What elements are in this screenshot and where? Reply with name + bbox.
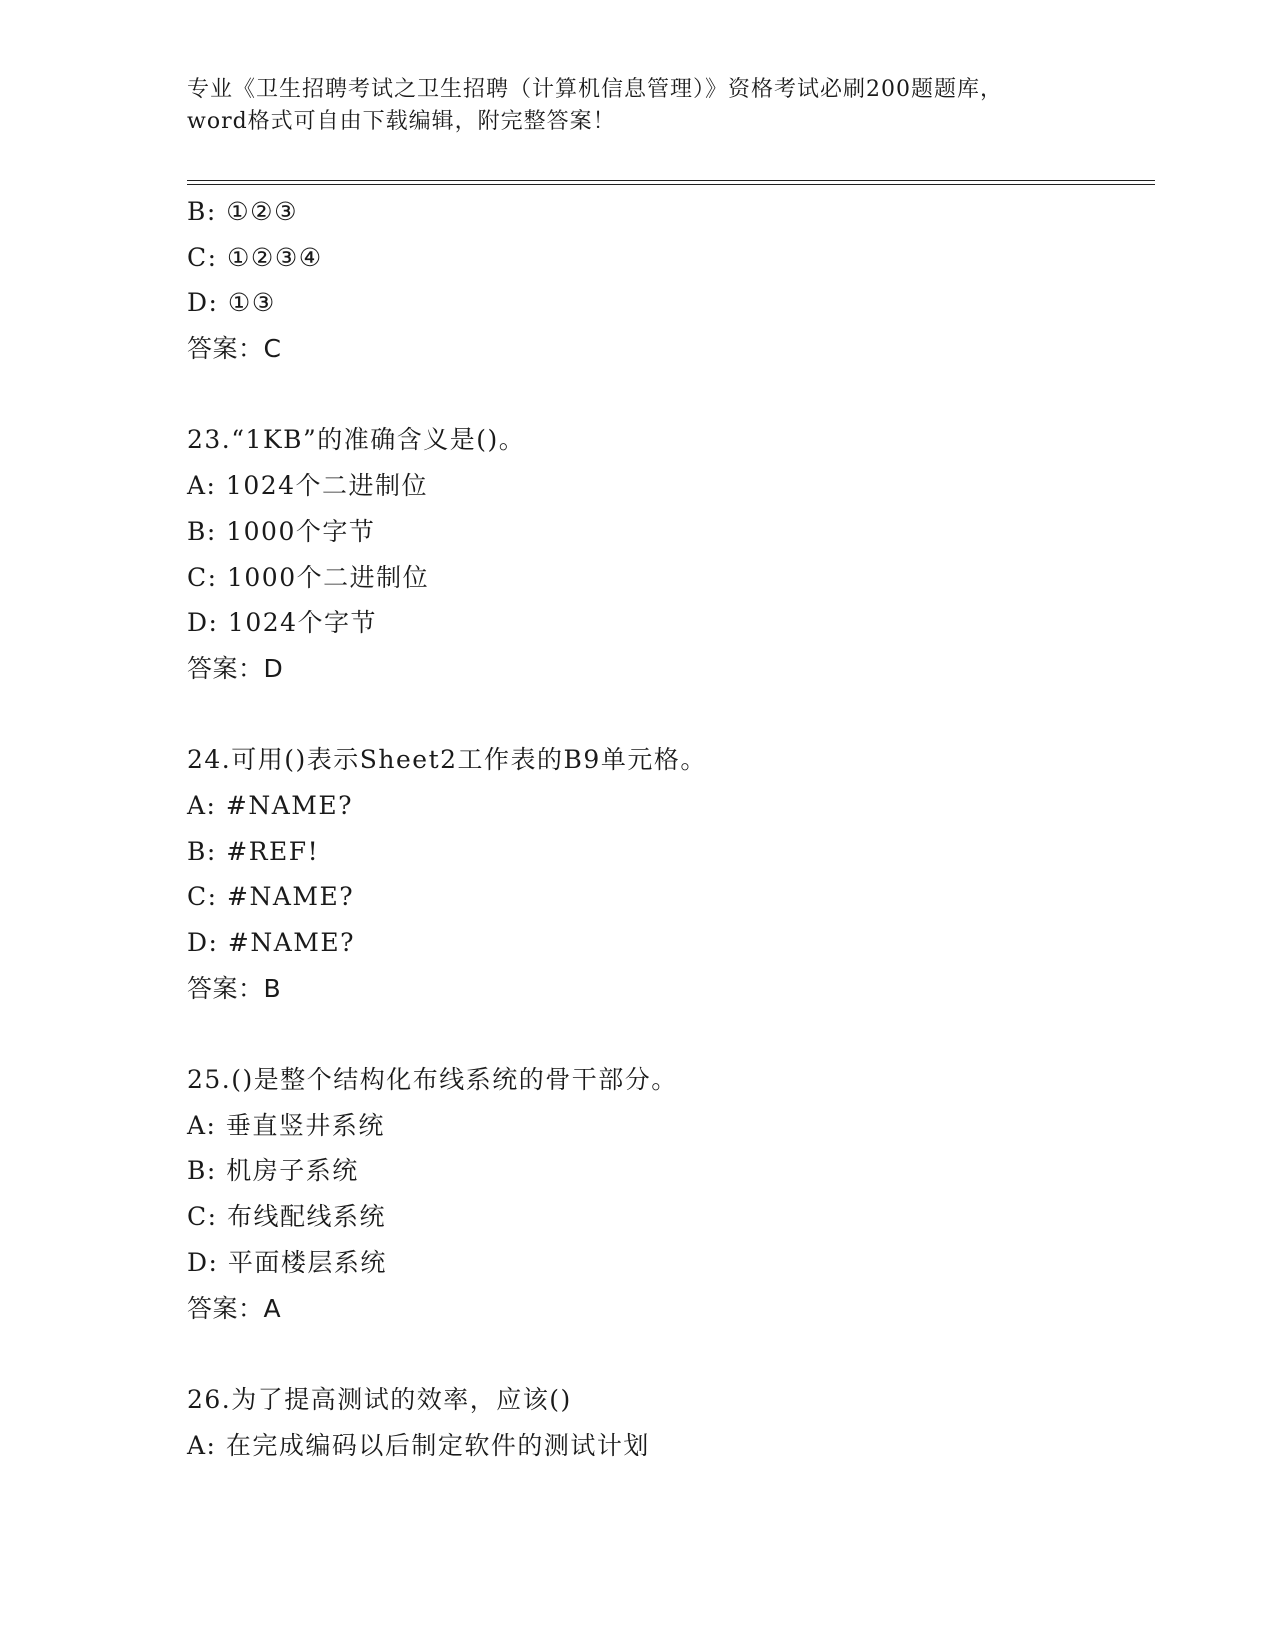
question-22-tail bbox=[187, 189, 1147, 372]
question-23 bbox=[187, 417, 1147, 691]
header-divider-top bbox=[187, 180, 1155, 181]
option-a: A: 在完成编码以后制定软件的测试计划 bbox=[187, 1430, 650, 1460]
question-spacer bbox=[187, 692, 1147, 738]
header-title-line-1: 专业《卫生招聘考试之卫生招聘（计算机信息管理）》资格考试必刷200题题库， bbox=[187, 77, 1003, 102]
option-a: A: #NAME? bbox=[187, 790, 354, 820]
option-b: B: 机房子系统 bbox=[187, 1156, 359, 1186]
answer-line: 答案：B bbox=[187, 973, 282, 1003]
document-header bbox=[187, 74, 1067, 138]
option-d: D: 平面楼层系统 bbox=[187, 1247, 387, 1277]
option-b: B: ①②③ bbox=[187, 197, 298, 226]
option-c: C: 布线配线系统 bbox=[187, 1202, 386, 1232]
question-stem: 23.“1KB”的准确含义是()。 bbox=[187, 425, 526, 455]
option-a: A: 1024个二进制位 bbox=[187, 471, 429, 501]
header-divider-bottom bbox=[187, 184, 1155, 185]
option-b: B: #REF! bbox=[187, 836, 320, 866]
header-title-line-2: word格式可自由下载编辑，附完整答案！ bbox=[187, 109, 616, 134]
question-spacer bbox=[187, 1331, 1147, 1377]
answer-line: 答案：C bbox=[187, 334, 282, 364]
option-d: D: #NAME? bbox=[187, 928, 356, 957]
option-a: A: 垂直竖井系统 bbox=[187, 1110, 385, 1140]
answer-line: 答案：A bbox=[187, 1293, 282, 1323]
question-spacer bbox=[187, 1011, 1147, 1057]
question-stem: 24.可用()表示Sheet2工作表的B9单元格。 bbox=[187, 745, 707, 775]
question-24 bbox=[187, 737, 1147, 1011]
option-b: B: 1000个字节 bbox=[187, 516, 376, 546]
option-d: D: ①③ bbox=[187, 288, 276, 318]
question-spacer bbox=[187, 372, 1147, 418]
question-26 bbox=[187, 1377, 1147, 1468]
question-stem: 25.()是整个结构化布线系统的骨干部分。 bbox=[187, 1065, 678, 1095]
answer-line: 答案：D bbox=[187, 653, 284, 683]
question-list bbox=[187, 189, 1147, 1468]
option-c: C: ①②③④ bbox=[187, 242, 323, 272]
option-d: D: 1024个字节 bbox=[187, 608, 378, 638]
option-c: C: 1000个二进制位 bbox=[187, 562, 430, 592]
question-stem: 26.为了提高测试的效率，应该() bbox=[187, 1384, 572, 1414]
question-25 bbox=[187, 1057, 1147, 1331]
option-c: C: #NAME? bbox=[187, 882, 355, 912]
